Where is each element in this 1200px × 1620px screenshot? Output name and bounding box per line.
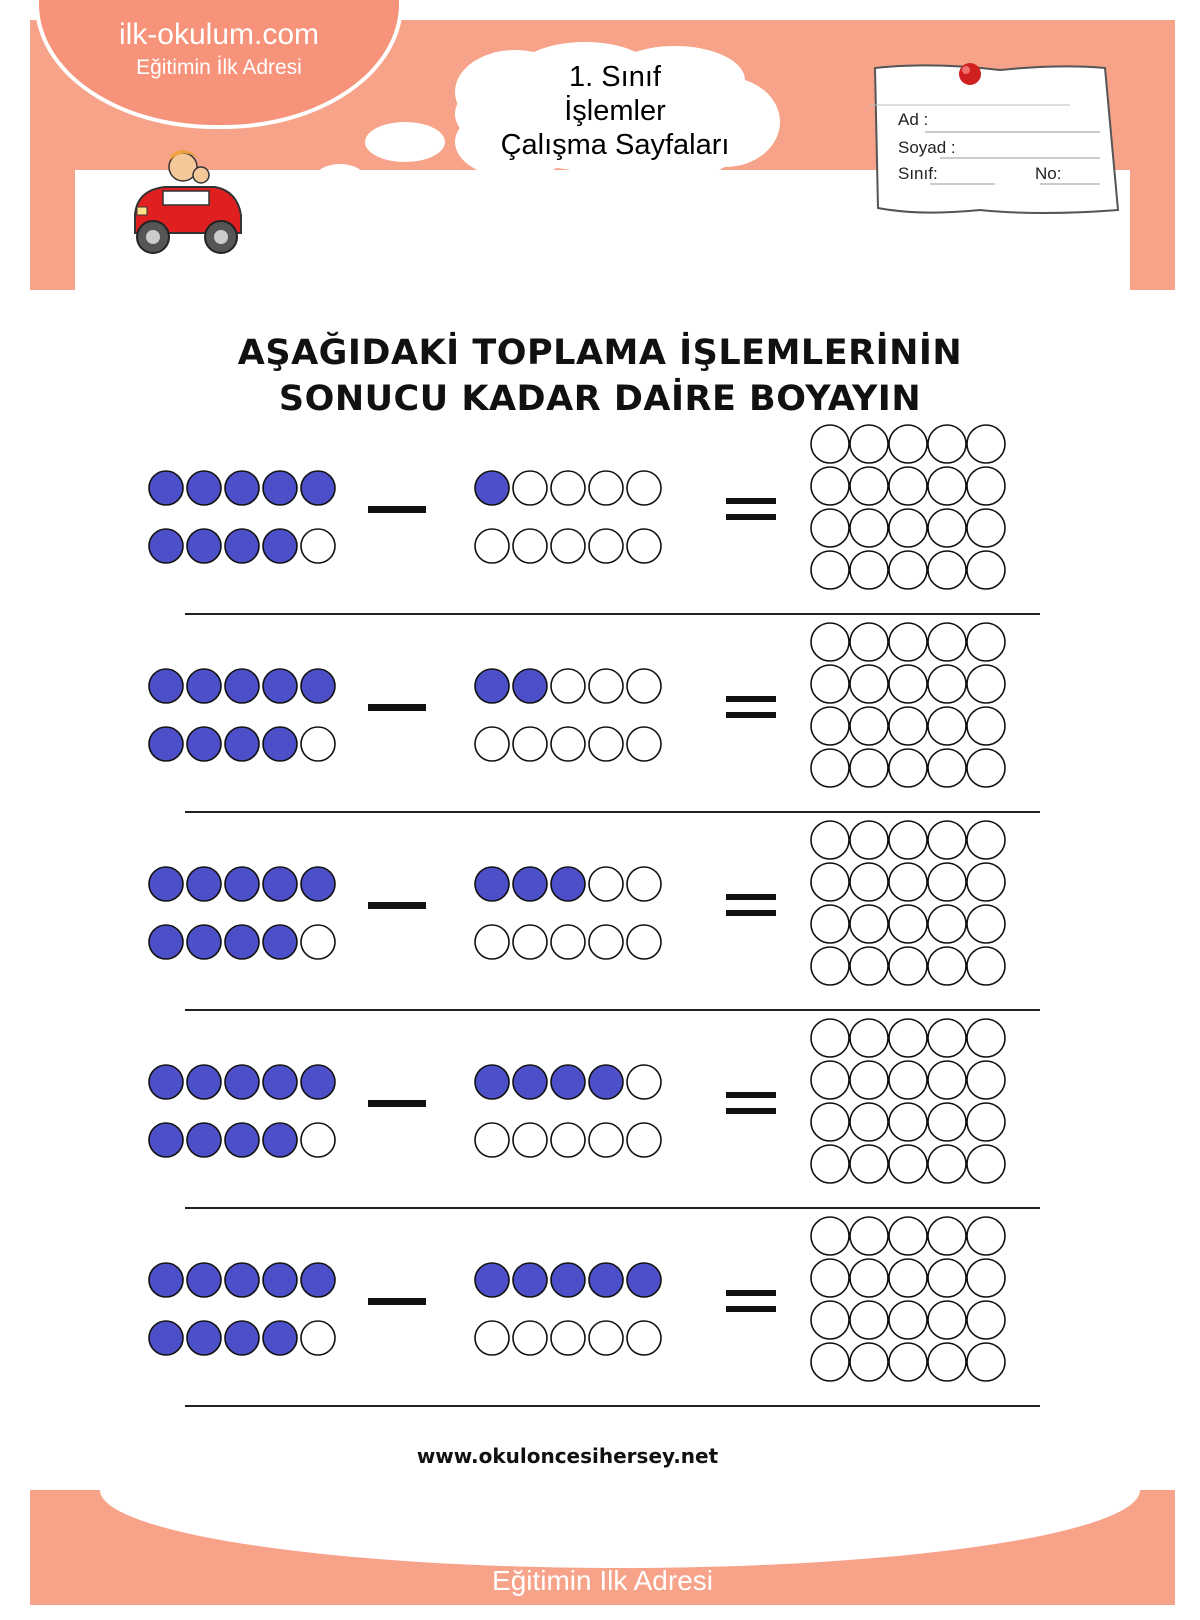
answer-circle [850,1259,888,1297]
answer-circle [928,905,966,943]
subtrahend-circle [513,529,547,563]
subtrahend-circle [627,1321,661,1355]
answer-circle [889,1217,927,1255]
website-url: www.okuloncesihersey.net [416,1444,719,1468]
footer-title: ilk-okulum.com [455,1508,750,1557]
minuend-circle [149,925,183,959]
minuend-circle [149,727,183,761]
answer-circle [928,1145,966,1183]
answer-circle [811,1301,849,1339]
minuend-circle [187,471,221,505]
minuend-circle [225,1065,259,1099]
subtrahend-circle [551,529,585,563]
subtrahend-circle [475,669,509,703]
minuend-circle [225,925,259,959]
equals-sign [726,1092,776,1098]
equals-sign [726,498,776,504]
subtrahend-circle [627,471,661,505]
answer-circle [811,1259,849,1297]
answer-circle [811,551,849,589]
minuend-circle [149,669,183,703]
answer-circle [889,821,927,859]
subtrahend-circle [513,471,547,505]
minuend-circle [225,1321,259,1355]
answer-circle [928,665,966,703]
answer-circle [811,425,849,463]
subtrahend-circle [513,925,547,959]
subtrahend-circle [589,1321,623,1355]
answer-circle [889,1061,927,1099]
subtrahend-circle [627,669,661,703]
answer-circle [811,665,849,703]
minus-sign [368,704,426,711]
answer-circle [850,905,888,943]
sinif-label: Sınıf: [898,164,938,183]
answer-circle [811,821,849,859]
answer-circle [928,947,966,985]
answer-circle [967,1259,1005,1297]
answer-circle [967,551,1005,589]
minuend-circle [301,529,335,563]
subtrahend-circle [551,1065,585,1099]
answer-circle [811,1145,849,1183]
answer-circle [811,707,849,745]
minuend-circle [301,1065,335,1099]
subtrahend-circle [475,1321,509,1355]
minuend-circle [301,1321,335,1355]
equals-sign [726,910,776,916]
subtrahend-circle [627,867,661,901]
answer-circle [967,665,1005,703]
answer-circle [889,707,927,745]
equals-sign [726,1108,776,1114]
answer-circle [811,1061,849,1099]
subtrahend-circle [589,925,623,959]
minuend-circle [225,727,259,761]
subtrahend-circle [589,1123,623,1157]
answer-circle [850,509,888,547]
answer-circle [889,947,927,985]
answer-circle [928,623,966,661]
answer-circle [967,425,1005,463]
answer-circle [928,467,966,505]
minuend-circle [301,867,335,901]
soyad-label: Soyad : [898,138,956,157]
answer-circle [928,551,966,589]
answer-circle [967,863,1005,901]
minuend-circle [301,471,335,505]
answer-circle [967,1301,1005,1339]
minuend-circle [225,1263,259,1297]
subtrahend-circle [589,669,623,703]
minuend-circle [263,471,297,505]
answer-circle [928,707,966,745]
answer-circle [811,1103,849,1141]
answer-circle [967,1019,1005,1057]
answer-circle [967,509,1005,547]
minuend-circle [263,1065,297,1099]
answer-circle [889,509,927,547]
answer-circle [850,707,888,745]
minuend-circle [263,727,297,761]
answer-circle [811,749,849,787]
answer-circle [967,623,1005,661]
subtrahend-circle [627,529,661,563]
subtrahend-circle [589,867,623,901]
minuend-circle [225,471,259,505]
answer-circle [928,1301,966,1339]
subtrahend-circle [627,925,661,959]
subtrahend-circle [551,471,585,505]
subtrahend-circle [475,471,509,505]
answer-circle [850,665,888,703]
equals-sign [726,696,776,702]
subtrahend-circle [475,1123,509,1157]
equals-sign [726,1306,776,1312]
answer-circle [811,1019,849,1057]
subtrahend-circle [551,925,585,959]
answer-circle [967,707,1005,745]
subtrahend-circle [589,471,623,505]
answer-circle [889,623,927,661]
subtrahend-circle [513,1065,547,1099]
equals-sign [726,1290,776,1296]
subtrahend-circle [513,867,547,901]
subtrahend-circle [475,1065,509,1099]
subtrahend-circle [627,1123,661,1157]
answer-circle [889,749,927,787]
minuend-circle [263,1263,297,1297]
minuend-circle [225,867,259,901]
minuend-circle [301,669,335,703]
answer-circle [928,821,966,859]
title-line: AŞAĞIDAKİ TOPLAMA İŞLEMLERİNİN [237,333,963,373]
answer-circle [889,467,927,505]
title-line: SONUCU KADAR DAİRE BOYAYIN [278,379,922,419]
minuend-circle [187,1065,221,1099]
subtrahend-circle [551,1321,585,1355]
answer-circle [928,1217,966,1255]
minuend-circle [263,1321,297,1355]
answer-circle [889,1259,927,1297]
answer-circle [967,1061,1005,1099]
answer-circle [889,1019,927,1057]
answer-circle [850,1145,888,1183]
answer-circle [850,1061,888,1099]
answer-circle [811,947,849,985]
answer-circle [928,425,966,463]
minuend-circle [149,1263,183,1297]
heading-line: Çalışma Sayfaları [500,129,730,161]
minuend-circle [149,867,183,901]
equals-sign [726,712,776,718]
subtrahend-circle [513,1263,547,1297]
minuend-circle [225,529,259,563]
answer-circle [928,1061,966,1099]
subtrahend-circle [627,727,661,761]
minuend-circle [301,1263,335,1297]
subtrahend-circle [513,669,547,703]
minuend-circle [149,1065,183,1099]
answer-circle [928,1103,966,1141]
subtrahend-circle [551,1123,585,1157]
answer-circle [850,623,888,661]
answer-circle [967,821,1005,859]
answer-circle [811,509,849,547]
answer-circle [811,1343,849,1381]
answer-circle [928,1259,966,1297]
no-label: No: [1035,164,1062,183]
minuend-circle [149,1321,183,1355]
answer-circle [850,1217,888,1255]
minuend-circle [149,1123,183,1157]
answer-circle [811,863,849,901]
equals-sign [726,894,776,900]
minuend-circle [225,669,259,703]
answer-circle [889,905,927,943]
answer-circle [928,1019,966,1057]
answer-circle [928,749,966,787]
subtrahend-circle [475,529,509,563]
minus-sign [368,1298,426,1305]
answer-circle [889,665,927,703]
minuend-circle [187,1123,221,1157]
subtrahend-circle [589,529,623,563]
subtrahend-circle [589,727,623,761]
minuend-circle [301,727,335,761]
logo-subtitle: Eğitimin İlk Adresi [136,56,302,79]
minus-sign [368,506,426,513]
answer-circle [889,1343,927,1381]
minuend-circle [225,1123,259,1157]
heading-line: 1. Sınıf [569,61,661,93]
minuend-circle [187,1321,221,1355]
answer-circle [928,509,966,547]
answer-circle [967,467,1005,505]
minuend-circle [187,925,221,959]
answer-circle [889,863,927,901]
answer-circle [811,467,849,505]
minuend-circle [187,727,221,761]
ad-label: Ad : [898,110,929,129]
answer-circle [967,749,1005,787]
answer-circle [889,425,927,463]
minuend-circle [263,669,297,703]
subtrahend-circle [551,867,585,901]
subtrahend-circle [475,1263,509,1297]
subtrahend-circle [513,727,547,761]
minus-sign [368,902,426,909]
subtrahend-circle [627,1263,661,1297]
answer-circle [850,1343,888,1381]
subtrahend-circle [475,925,509,959]
answer-circle [850,1019,888,1057]
answer-circle [889,1301,927,1339]
footer-subtitle: Eğitimin İlk Adresi [492,1565,713,1596]
logo-title: ilk-okulum.com [118,18,320,51]
subtrahend-circle [589,1065,623,1099]
minuend-circle [263,529,297,563]
answer-circle [850,1103,888,1141]
subtrahend-circle [513,1123,547,1157]
minuend-circle [263,1123,297,1157]
minuend-circle [149,529,183,563]
heading-line: İşlemler [564,95,666,127]
answer-circle [850,551,888,589]
minuend-circle [187,867,221,901]
equals-sign [726,514,776,520]
minuend-circle [263,867,297,901]
subtrahend-circle [475,867,509,901]
minuend-circle [187,529,221,563]
minuend-circle [149,471,183,505]
minuend-circle [187,669,221,703]
answer-circle [850,749,888,787]
minuend-circle [263,925,297,959]
minuend-circle [187,1263,221,1297]
answer-circle [850,821,888,859]
subtrahend-circle [627,1065,661,1099]
answer-circle [850,947,888,985]
minuend-circle [301,925,335,959]
answer-circle [967,947,1005,985]
answer-circle [967,905,1005,943]
subtrahend-circle [551,727,585,761]
subtrahend-circle [551,669,585,703]
subtrahend-circle [513,1321,547,1355]
answer-circle [889,1103,927,1141]
answer-circle [811,623,849,661]
answer-circle [811,905,849,943]
answer-circle [967,1217,1005,1255]
answer-circle [928,1343,966,1381]
answer-circle [967,1145,1005,1183]
answer-circle [850,1301,888,1339]
answer-circle [850,863,888,901]
answer-circle [850,467,888,505]
answer-circle [928,863,966,901]
answer-circle [889,1145,927,1183]
subtrahend-circle [551,1263,585,1297]
answer-circle [889,551,927,589]
answer-circle [850,425,888,463]
answer-circle [967,1343,1005,1381]
minus-sign [368,1100,426,1107]
subtrahend-circle [475,727,509,761]
subtrahend-circle [589,1263,623,1297]
answer-circle [811,1217,849,1255]
answer-circle [967,1103,1005,1141]
minuend-circle [301,1123,335,1157]
